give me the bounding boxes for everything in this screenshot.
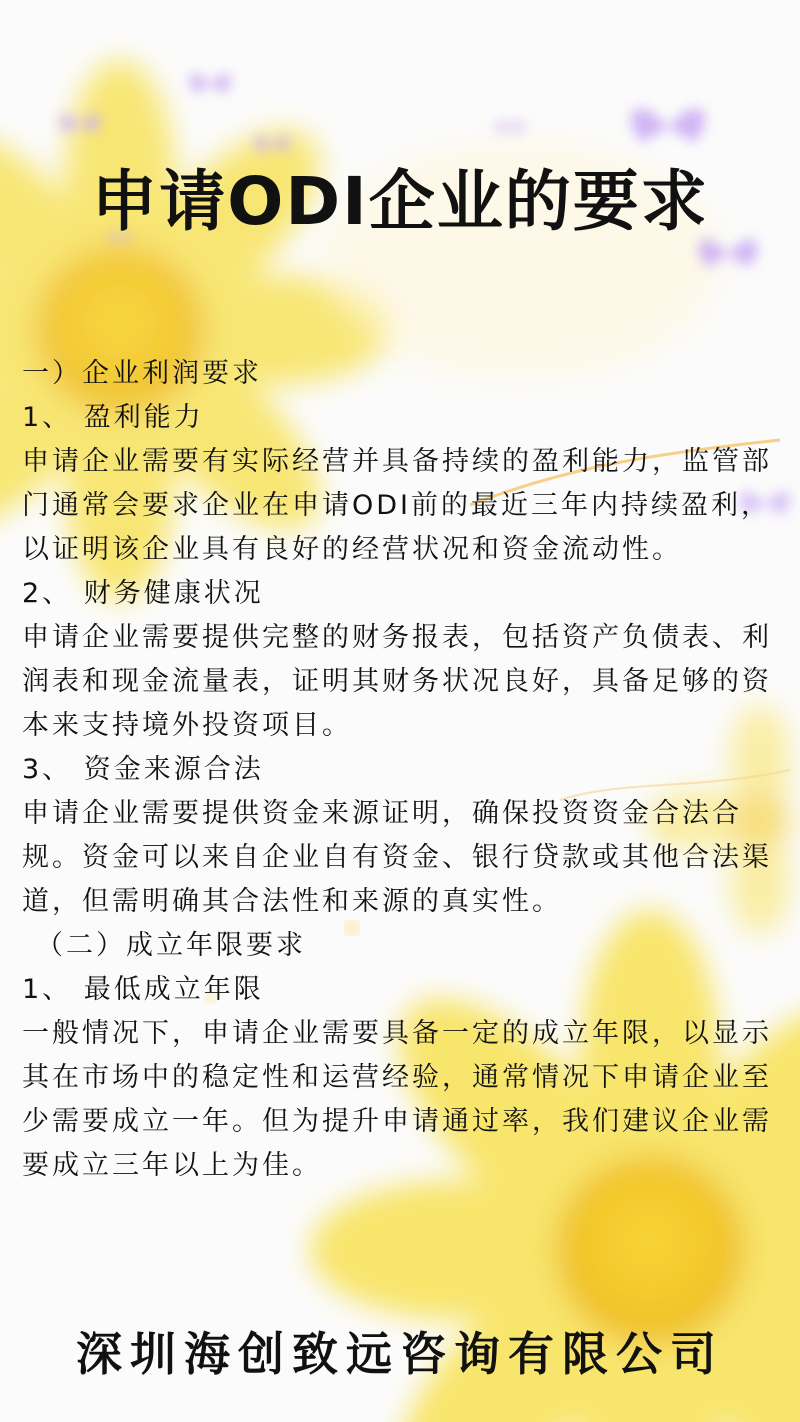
item-label: 3、 资金来源合法: [22, 754, 264, 785]
item-body: 申请企业需要提供完整的财务报表，包括资产负债表、利润表和现金流量表，证明其财务状况良好，具备足够的资本来支持境外投资项目。: [22, 622, 772, 741]
item-label: 2、 财务健康状况: [22, 578, 264, 609]
company-name: 深圳海创致远咨询有限公司: [76, 1327, 724, 1381]
item-body: 一般情况下，申请企业需要具备一定的成立年限，以显示其在市场中的稳定性和运营经验，通常情况下申请企业至少需要成立一年。但为提升申请通过率，我们建议企业需要成立三年以上为佳。: [22, 1018, 772, 1181]
item-label: 1、 盈利能力: [22, 402, 204, 433]
item-label: 1、 最低成立年限: [22, 974, 264, 1005]
section-heading: （二）成立年限要求: [36, 930, 306, 961]
item-body: 申请企业需要有实际经营并具备持续的盈利能力，监管部门通常会要求企业在申请ODI前的最近三年内持续盈利，以证明该企业具有良好的经营状况和资金流动性。: [22, 446, 772, 565]
section-heading: 一）企业利润要求: [22, 358, 262, 389]
item-body: 申请企业需要提供资金来源证明，确保投资资金合法合规。资金可以来自企业自有资金、银行贷款或其他合法渠道，但需明确其合法性和来源的真实性。: [22, 798, 772, 917]
article-body: [22, 352, 792, 1188]
page-title: 申请ODI企业的要求: [91, 163, 709, 240]
